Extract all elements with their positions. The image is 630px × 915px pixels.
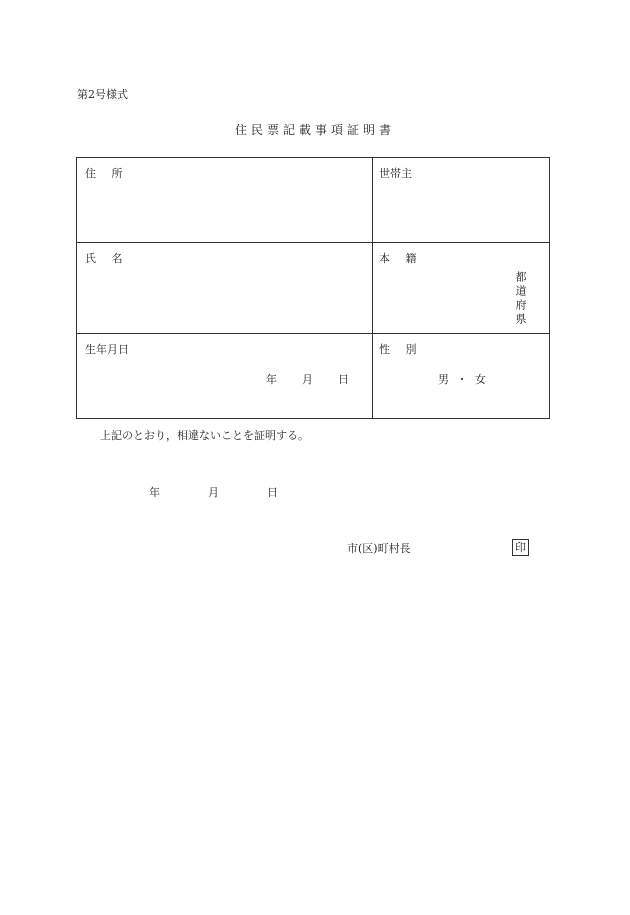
sex-options: 男 ・ 女 bbox=[438, 373, 486, 386]
document-title: 住民票記載事項証明書 bbox=[234, 123, 395, 137]
sex-label: 性 別 bbox=[379, 343, 417, 356]
name-label: 氏 名 bbox=[85, 252, 123, 265]
birth-year-unit: 年 bbox=[266, 373, 277, 386]
address-label: 住 所 bbox=[85, 167, 123, 180]
form-number: 第2号様式 bbox=[77, 88, 128, 101]
issue-year-unit: 年 bbox=[149, 486, 160, 499]
issue-month-unit: 月 bbox=[208, 486, 219, 499]
table-column-divider bbox=[372, 157, 373, 419]
issue-day-unit: 日 bbox=[267, 486, 278, 499]
birthdate-label: 生年月日 bbox=[85, 343, 129, 356]
table-row-divider-1 bbox=[76, 242, 550, 243]
table-row-divider-2 bbox=[76, 333, 550, 334]
table-border-bottom bbox=[76, 418, 550, 419]
birth-month-unit: 月 bbox=[302, 373, 313, 386]
certification-text: 上記のとおり，相違ないことを証明する。 bbox=[100, 429, 309, 442]
table-border-top bbox=[76, 157, 550, 158]
table-border-right bbox=[549, 157, 550, 419]
issuer-title: 市(区)町村長 bbox=[347, 542, 411, 555]
birth-day-unit: 日 bbox=[338, 373, 349, 386]
domicile-label: 本 籍 bbox=[379, 252, 417, 265]
seal-box: 印 bbox=[512, 539, 529, 556]
household-head-label: 世帯主 bbox=[379, 167, 412, 180]
prefecture-suffix: 都道府県 bbox=[514, 271, 527, 327]
table-border-left bbox=[76, 157, 77, 419]
